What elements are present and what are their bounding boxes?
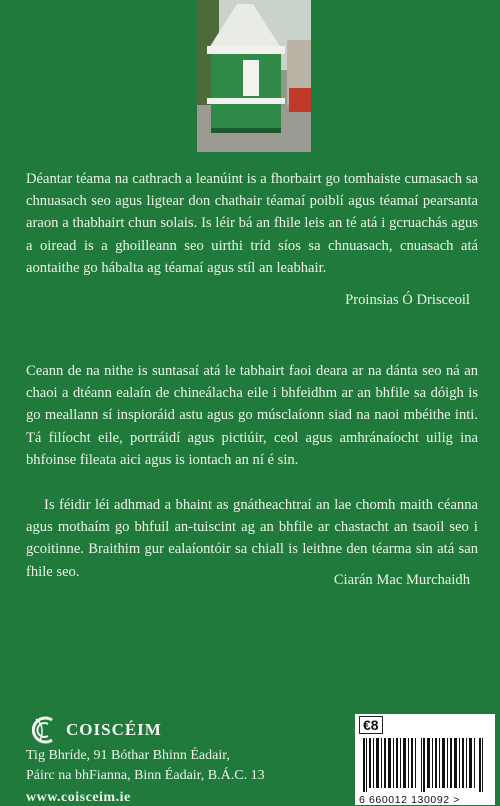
cover-photo-kiosk [197, 0, 311, 152]
review-attribution-1: Proinsias Ó Drisceoil [345, 292, 470, 308]
price-label: €8 [359, 716, 383, 734]
review-paragraph-1: Déantar téama na cathrach a leanúint is a fhorbairt go tomhaiste cumasach sa chnuasach seo agus ligtear don chathair téamaí poiblí agus téamaí pearsanta araon a thabhairt chun solais. Is léir bá an fhile leis an té atá i gcruachás agus a oiread is a ghoilleann seo uirthi tríd síos sa chnuasach, cnuasach atá aontaithe go hábalta ag téamaí agus stíl an leabhair. [26, 171, 478, 276]
review-paragraph-3: Is féidir léi adhmad a bhaint as gnátheachtraí an lae chomh maith céanna agus mothaím go bhfuil an-tuiscint ag an bhfile ar chastacht an tsaoil seo i gcoitinne. Braithim gur ealaíontóir sa chiall is leithne den téarma sin atá san fhile seo. [26, 497, 478, 580]
coisceim-logo-icon [26, 713, 60, 747]
barcode-icon [363, 738, 487, 792]
publisher-name: COISCÉIM [66, 720, 162, 739]
publisher-address-line-1: Tig Bhríde, 91 Bóthar Bhinn Éadair, [26, 748, 230, 763]
barcode-panel [355, 714, 495, 805]
barcode-digits: 6 660012 130092 > [359, 794, 460, 806]
review-paragraph-2: Ceann de na nithe is suntasaí atá le tabhairt faoi deara ar na dánta seo ná an chaoi a dtéann ealaín de chineálacha eile i bhfeidhm ar an bhfile sa dóigh is go meallann sí inspioráid astu agus go músclaíonn siad na naoi mbéithe inti. Tá filíocht eile, portráidí agus pictiúir, ceol agus amhránaíocht uilig ina bhfoinse fileata aici agus is iontach an ní é sin. [26, 363, 478, 468]
publisher-website: www.coisceim.ie [26, 790, 131, 805]
review-attribution-2: Ciarán Mac Murchaidh [333, 572, 470, 588]
publisher-address-line-2: Páirc na bhFianna, Binn Éadair, B.Á.C. 13 [26, 768, 265, 783]
publisher-brand [26, 713, 162, 747]
